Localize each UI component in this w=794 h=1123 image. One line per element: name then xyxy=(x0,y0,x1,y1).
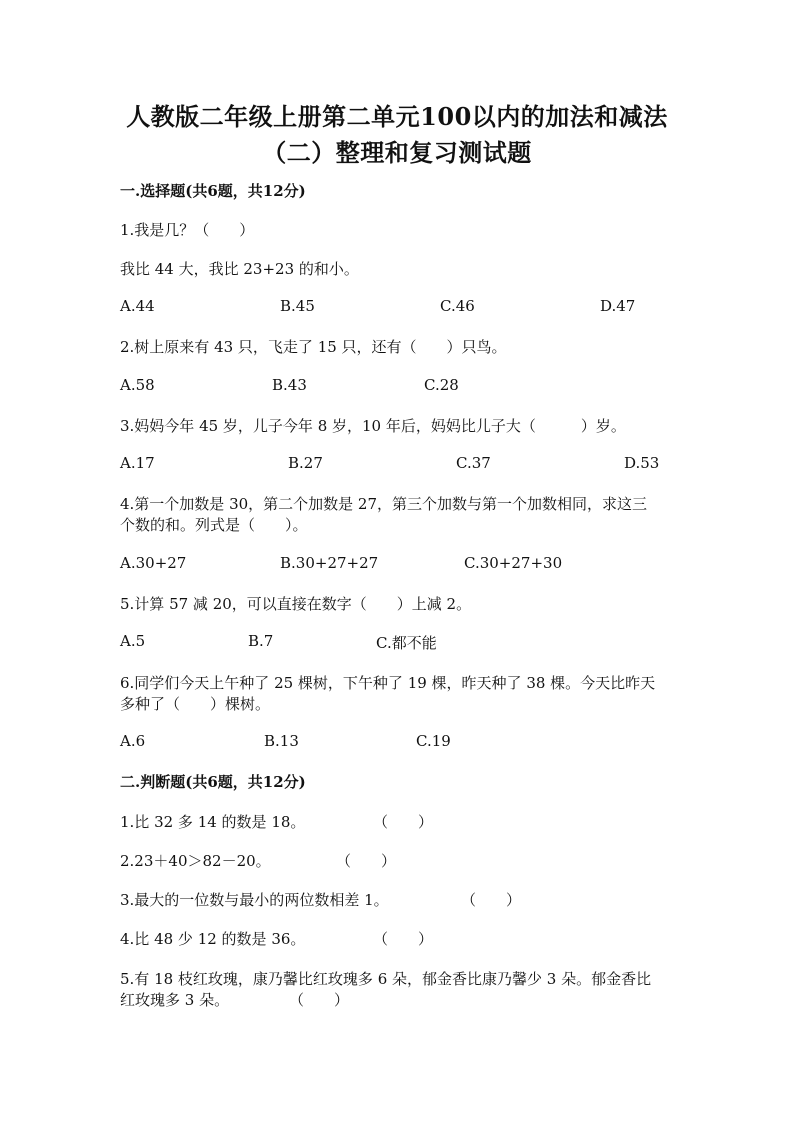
question-4-option-c: C.30+27+30 xyxy=(464,554,563,572)
question-3-option-d: D.53 xyxy=(624,454,660,472)
judge-item-5-answer-blank: （ ） xyxy=(289,991,350,1009)
question-1-option-a: A.44 xyxy=(120,297,155,315)
question-5-option-a: A.5 xyxy=(120,632,146,650)
question-1-stem-2: 我比 44 大，我比 23+23 的和小。 xyxy=(120,260,359,278)
judge-item-5-line-2: 红玫瑰多 3 朵。 xyxy=(120,991,230,1009)
question-3-option-b: B.27 xyxy=(288,454,323,472)
judge-item-2: 2.23＋40＞82－20。 xyxy=(120,852,271,870)
question-5-stem: 5.计算 57 减 20，可以直接在数字（ ）上减 2。 xyxy=(120,595,472,613)
title-line-2: （二）整理和复习测试题 xyxy=(262,138,532,167)
question-6-option-c: C.19 xyxy=(416,732,451,750)
question-4-option-a: A.30+27 xyxy=(120,554,187,572)
judge-item-3: 3.最大的一位数与最小的两位数相差 1。 xyxy=(120,891,389,909)
question-1-option-c: C.46 xyxy=(440,297,475,315)
question-3-option-c: C.37 xyxy=(456,454,491,472)
question-3-option-a: A.17 xyxy=(120,454,155,472)
question-3-stem: 3.妈妈今年 45 岁，儿子今年 8 岁，10 年后，妈妈比儿子大（ ）岁。 xyxy=(120,417,626,435)
section-heading-judgement: 二.判断题(共6题，共12分) xyxy=(120,773,306,791)
question-2-option-c: C.28 xyxy=(424,376,459,394)
question-6-option-b: B.13 xyxy=(264,732,299,750)
title-line-1: 人教版二年级上册第二单元100以内的加法和减法 xyxy=(126,102,668,131)
judge-item-4: 4.比 48 少 12 的数是 36。 xyxy=(120,930,306,948)
question-1-stem: 1.我是几？（ ） xyxy=(120,221,255,239)
question-1-option-d: D.47 xyxy=(600,297,636,315)
question-5-option-c: C.都不能 xyxy=(376,634,437,652)
question-2-option-a: A.58 xyxy=(120,376,155,394)
question-4-option-b: B.30+27+27 xyxy=(280,554,379,572)
question-2-option-b: B.43 xyxy=(272,376,307,394)
question-6-stem-2: 多种了（ ）棵树。 xyxy=(120,695,271,713)
judge-item-4-answer-blank: （ ） xyxy=(373,930,434,948)
question-6-stem: 6.同学们今天上午种了 25 棵树，下午种了 19 棵，昨天种了 38 棵。今天比昨天 xyxy=(120,674,656,692)
question-1-option-b: B.45 xyxy=(280,297,315,315)
judge-item-5: 5.有 18 枝红玫瑰，康乃馨比红玫瑰多 6 朵，郁金香比康乃馨少 3 朵。郁金香比 xyxy=(120,970,652,988)
judge-item-1: 1.比 32 多 14 的数是 18。 xyxy=(120,813,306,831)
question-6-option-a: A.6 xyxy=(120,732,146,750)
question-4-stem-2: 个数的和。列式是（ ）。 xyxy=(120,516,308,534)
judge-item-2-answer-blank: （ ） xyxy=(336,852,397,870)
question-4-stem: 4.第一个加数是 30，第二个加数是 27，第三个加数与第一个加数相同，求这三 xyxy=(120,495,648,513)
question-5-option-b: B.7 xyxy=(248,632,274,650)
judge-item-1-answer-blank: （ ） xyxy=(373,813,434,831)
judge-item-3-answer-blank: （ ） xyxy=(461,891,522,909)
question-2-stem: 2.树上原来有 43 只，飞走了 15 只，还有（ ）只鸟。 xyxy=(120,338,507,356)
section-heading-choice: 一.选择题(共6题，共12分) xyxy=(120,182,306,200)
